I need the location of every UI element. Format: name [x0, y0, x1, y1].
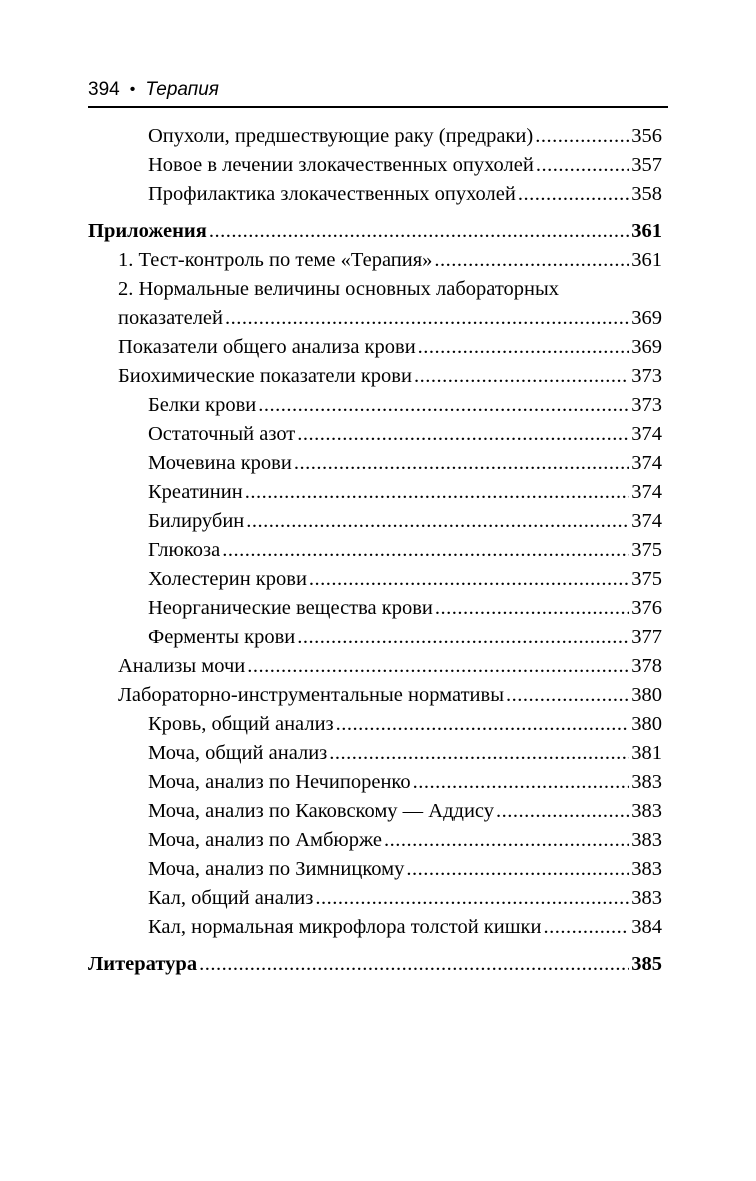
dot-leader	[506, 681, 629, 710]
dot-leader	[543, 913, 629, 942]
toc-entry-title: Моча, анализ по Каковскому — Аддису	[148, 800, 495, 822]
toc-entry[interactable]	[88, 826, 662, 855]
toc-entry-page: 361	[631, 220, 662, 242]
dot-leader	[406, 855, 629, 884]
toc-entry[interactable]	[88, 652, 662, 681]
toc-entry-title: Анализы мочи	[118, 655, 246, 677]
toc-entry-title: Моча, общий анализ	[148, 742, 328, 764]
toc-entry[interactable]	[88, 122, 662, 151]
toc-entry[interactable]	[88, 507, 662, 536]
toc-entry[interactable]	[88, 151, 662, 180]
dot-leader	[245, 478, 630, 507]
dot-leader	[336, 710, 630, 739]
toc-entry-page: 369	[631, 307, 662, 329]
toc-entry-title-line1: 2. Нормальные величины основных лабораторных	[118, 278, 560, 300]
toc-entry-title: Моча, анализ по Нечипоренко	[148, 771, 411, 793]
dot-leader	[222, 536, 629, 565]
toc-entry-title: Моча, анализ по Зимницкому	[148, 858, 405, 880]
toc-entry-title: показателей	[118, 307, 223, 329]
toc-entry-page: 375	[631, 539, 662, 561]
toc-entry-page: 373	[631, 365, 662, 387]
bullet-icon: •	[129, 81, 136, 98]
dot-leader	[258, 391, 629, 420]
toc-entry-title: Креатинин	[148, 481, 243, 503]
toc-entry-title: Кровь, общий анализ	[148, 713, 334, 735]
toc-entry[interactable]	[88, 950, 662, 979]
toc-entry[interactable]	[88, 710, 662, 739]
toc-entry-title: Лабораторно-инструментальные нормативы	[118, 684, 504, 706]
toc-entry-page: 385	[631, 953, 662, 975]
toc-entry-page: 377	[631, 626, 662, 648]
toc-entry-title: Показатели общего анализа крови	[118, 336, 416, 358]
dot-leader	[297, 623, 629, 652]
toc-entry-title: Кал, общий анализ	[148, 887, 314, 909]
toc-entry[interactable]	[88, 739, 662, 768]
header-rule	[88, 106, 668, 108]
toc-entry-title: Моча, анализ по Амбюрже	[148, 829, 382, 851]
table-of-contents	[88, 122, 662, 979]
toc-entry[interactable]	[88, 391, 662, 420]
toc-entry-page: 375	[631, 568, 662, 590]
toc-entry-title: Билирубин	[148, 510, 245, 532]
toc-entry-page: 381	[631, 742, 662, 764]
dot-leader	[518, 180, 629, 209]
toc-entry-title: 1. Тест-контроль по теме «Терапия»	[118, 249, 433, 271]
toc-entry[interactable]	[88, 333, 662, 362]
toc-entry-title: Неорганические вещества крови	[148, 597, 433, 619]
dot-leader	[535, 122, 629, 151]
toc-entry[interactable]	[88, 246, 662, 275]
toc-entry-page: 383	[631, 771, 662, 793]
toc-entry[interactable]	[88, 623, 662, 652]
dot-leader	[496, 797, 629, 826]
toc-entry-page: 369	[631, 336, 662, 358]
toc-entry[interactable]	[88, 275, 662, 333]
toc-entry[interactable]	[88, 681, 662, 710]
toc-entry-title: Приложения	[88, 220, 207, 242]
dot-leader	[309, 565, 629, 594]
dot-leader	[315, 884, 629, 913]
toc-entry[interactable]	[88, 797, 662, 826]
toc-entry-title: Глюкоза	[148, 539, 221, 561]
toc-entry-page: 383	[631, 829, 662, 851]
toc-entry-title: Кал, нормальная микрофлора толстой кишки	[148, 916, 542, 938]
toc-entry[interactable]	[88, 565, 662, 594]
toc-entry-page: 374	[631, 423, 662, 445]
dot-leader	[435, 594, 629, 623]
dot-leader	[199, 950, 629, 979]
toc-entry[interactable]	[88, 884, 662, 913]
dot-leader	[294, 449, 629, 478]
toc-entry-page: 373	[631, 394, 662, 416]
toc-entry-title: Профилактика злокачественных опухолей	[148, 183, 516, 205]
toc-entry-title: Литература	[88, 953, 198, 975]
dot-leader	[418, 333, 630, 362]
toc-entry-page: 384	[631, 916, 662, 938]
toc-entry-page: 357	[631, 154, 662, 176]
dot-leader	[329, 739, 629, 768]
dot-leader	[209, 217, 629, 246]
toc-entry[interactable]	[88, 180, 662, 209]
toc-entry[interactable]	[88, 362, 662, 391]
toc-entry-title: Холестерин крови	[148, 568, 307, 590]
dot-leader	[247, 652, 629, 681]
running-header	[88, 76, 668, 104]
toc-entry[interactable]	[88, 594, 662, 623]
toc-entry-page: 380	[631, 684, 662, 706]
toc-entry[interactable]	[88, 536, 662, 565]
toc-entry-title: Опухоли, предшествующие раку (предраки)	[148, 125, 534, 147]
toc-entry[interactable]	[88, 478, 662, 507]
toc-entry[interactable]	[88, 217, 662, 246]
toc-entry-page: 358	[631, 183, 662, 205]
dot-leader	[434, 246, 629, 275]
dot-leader	[225, 304, 629, 333]
toc-entry-title: Остаточный азот	[148, 423, 296, 445]
toc-entry-page: 383	[631, 800, 662, 822]
toc-entry-page: 376	[631, 597, 662, 619]
dot-leader	[384, 826, 629, 855]
page-number: 394	[88, 79, 120, 100]
toc-entry-page: 361	[631, 249, 662, 271]
dot-leader	[413, 768, 630, 797]
dot-leader	[536, 151, 629, 180]
toc-entry[interactable]	[88, 449, 662, 478]
toc-entry-page: 380	[631, 713, 662, 735]
toc-entry[interactable]	[88, 420, 662, 449]
toc-entry-page: 374	[631, 510, 662, 532]
toc-entry-title: Мочевина крови	[148, 452, 292, 474]
toc-entry[interactable]	[88, 913, 662, 942]
toc-entry-title: Белки крови	[148, 394, 257, 416]
toc-entry[interactable]	[88, 855, 662, 884]
toc-entry-page: 356	[631, 125, 662, 147]
toc-entry-page: 374	[631, 481, 662, 503]
dot-leader	[414, 362, 629, 391]
toc-entry-page: 383	[631, 887, 662, 909]
toc-entry[interactable]	[88, 768, 662, 797]
toc-entry-page: 374	[631, 452, 662, 474]
toc-entry-title: Ферменты крови	[148, 626, 296, 648]
dot-leader	[297, 420, 629, 449]
toc-entry-title: Новое в лечении злокачественных опухолей	[148, 154, 534, 176]
toc-entry-page: 378	[631, 655, 662, 677]
dot-leader	[246, 507, 629, 536]
running-section-title: Терапия	[145, 79, 219, 100]
toc-entry-title: Биохимические показатели крови	[118, 365, 412, 387]
toc-entry-page: 383	[631, 858, 662, 880]
